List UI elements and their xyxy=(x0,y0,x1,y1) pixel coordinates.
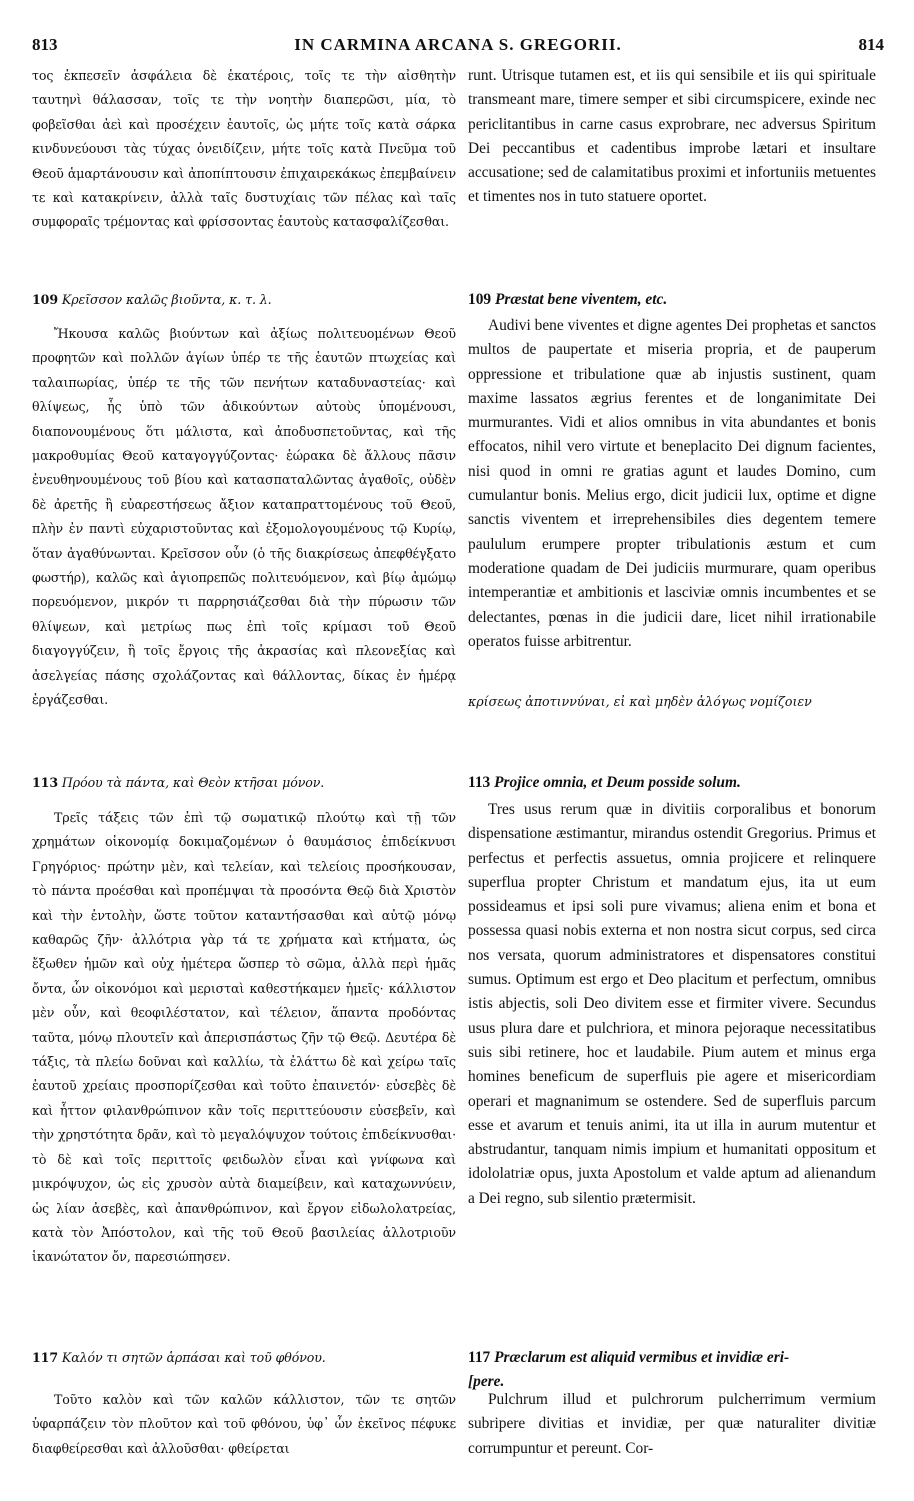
latin-heading-109 xyxy=(468,288,876,312)
greek-heading-113 xyxy=(32,771,456,795)
section-number: 113 xyxy=(32,775,58,790)
running-title: IN CARMINA ARCANA S. GREGORII. xyxy=(294,35,622,54)
section-title: Præclarum est aliquid vermibus et invidiæ eri- xyxy=(494,1349,790,1366)
greek-heading-109 xyxy=(32,288,456,312)
heading-continuation: [pere. xyxy=(468,1373,505,1391)
running-header xyxy=(32,35,884,59)
greek-paragraph-4: Τοῦτο καλὸν καὶ τῶν καλῶν κάλλιστον, τῶν τε σητῶν ὑφαρπάζειν τὸν πλοῦτον καὶ τοῦ φθόνου, ὑφ᾽ ὧν ἐκεῖνος πέφυκε διαφθείρεσθαι καὶ ἀλλοῦσθαι· φθείρεται xyxy=(32,1392,456,1456)
section-title: Projice omnia, et Deum posside solum. xyxy=(494,774,741,791)
section-number: 113 xyxy=(468,774,491,791)
greek-paragraph-3: Τρεῖς τάξεις τῶν ἐπὶ τῷ σωματικῷ πλούτῳ καὶ τῇ τῶν χρημάτων οἰκονομίᾳ δοκιμαζομένων ὁ θαυμάσιος ἐπιδείκνυσι Γρηγόριος· πρώτην μὲν, καὶ τελείαν, καὶ τελείοις προσήκουσαν, τὸ πάντα προέσθαι καὶ προπέμψαι τὰ προσόντα Θεῷ διὰ Χριστὸν καὶ τὴν ἐντολὴν, ὥστε τοῦτον καταντήσασθαι καὶ αὐτῷ μόνῳ καθαρῶς ζῆν· ἀλλότρια γὰρ τά τε χρήματα καὶ κτήματα, ὡς ἔξωθεν ἡμῶν καὶ οὐχ ἡμέτερα ὥσπερ τὸ σῶμα, ἀλλὰ περὶ ἡμᾶς ὄντα, ὧν οἰκονόμοι καὶ μερισταὶ καθεστήκαμεν ἡμεῖς· κάλλιστον μὲν οὖν, καὶ θεοφιλέστατον, καὶ τέλειον, ἅπαντα προδόντας ταῦτα, μόνῳ πλουτεῖν καὶ ἀπερισπάστως ζῆν τῷ Θεῷ. Δευτέρα δὲ τάξις, τὰ πλείω δοῦναι καὶ καλλίω, τὰ ἐλάττω δὲ καὶ χείρω ταῖς ἑαυτοῦ χρείαις προσπορίζεσθαι καὶ τοῦτο ἐπαινετόν· εὐσεβὲς δὲ καὶ ἧττον φιλανθρώπινον κἂν τοῖς περιττεύουσιν εὐσεβεῖν, καὶ τὴν χρηστότητα δρᾶν, καὶ τὸ μεγαλόψυχον τούτοις ἐπιδείκνυσθαι· τὸ δὲ καὶ τοῖς περιττοῖς φειδωλὸν εἶναι καὶ γνίφωνα καὶ μικρόψυχον, ὡς εἰς χρυσὸν αὐτὰ διαμείβειν, καὶ καταχωννύειν, ὡς λίαν ἀσεβὲς, καὶ ἀπανθρώπινον, καὶ ἔργον εἰδωλολατρείας, κατὰ τὸν Ἀπόστολον, καὶ τῆς τοῦ Θεοῦ βασιλείας ἀλλοτριοῦν ἱκανώτατον ὄν, παρεσιώπησεν. xyxy=(32,810,456,1265)
latin-paragraph-3: Tres usus rerum quæ in divitiis corporalibus et bonorum dispensatione æstimantur, mirandus ostendit Gregorius. Primus et perfectus et perfectis assuetus, omnia projicere et relinquere superflua propter Christum et mandatum ejus, ita ut eum possideamus et ipsi soli pure vivamus; aliena enim et bona et possessa quasi nobis externa et non nostra sicut corpus, sed circa nos versata, quorum administratores et dispensatores constitui sumus. Optimum est ergo et Deo placitum et perfectum, omnibus istis abjectis, soli Deo divitem esse et firmiter vivere. Secundus usus plura dare et pulchriora, et minora pejoraque necessitatibus suis sibi retinere, hoc et laudabile. Pium autem et minus erga homines beneficum de superfluis pie agere et misericordiam operari et magnanimum se ostendere. Sed de superfluis parcum esse et avarum et tenuis animi, ita ut illa in aurum mutentur et abstrudantur, tanquam nimis impium et humanitati oppositum et idololatriæ opus, juxta Apostolum et valde aptum ad alienandum a Dei regno, sub silentio prætermisit. xyxy=(468,801,876,1207)
section-title: Πρόου τὰ πάντα, καὶ Θεὸν κτῆσαι μόνον. xyxy=(61,775,325,790)
page-number-left: 813 xyxy=(32,35,58,54)
page-number-right: 814 xyxy=(858,35,884,54)
latin-paragraph-1: runt. Utrisque tutamen est, et iis qui sensibile et iis qui spirituale transmeant mare, timere semper et sibi circumspicere, exinde nec periclitantibus in carne casus exprobrare, nec adversus Spiritum Dei peccantibus et cadentibus improbe lætari et insultare accusatione; sed de calamitatibus proximi et infortuniis metuentes et timentes nos in tuto statuere oportet. xyxy=(468,67,876,206)
section-number: 109 xyxy=(32,292,58,307)
greek-paragraph-1: τος ἐκπεσεῖν ἀσφάλεια δὲ ἑκατέροις, τοῖς τε τὴν αἰσθητὴν ταυτηνὶ θάλασσαν, τοῖς τε τὴν νοητὴν διαπερῶσι, μία, τὸ φοβεῖσθαι ἀεὶ καὶ προσέχειν ἑαυτοῖς, ὡς μήτε τοῖς κατὰ σάρκα κινδυνεύουσι τὰς τύχας ὀνειδίζειν, μήτε τοῖς κατὰ Πνεῦμα τοῦ Θεοῦ ἁμαρτάνουσιν καὶ ἀποπίπτουσιν ἐπιχαιρεκάκως ἐπεμβαίνειν τε καὶ κατακρίνειν, ἀλλὰ ταῖς δυστυχίαις τῶν πέλας καὶ ταῖς συμφοραῖς τρέμοντας καὶ φρίσσοντας ἑαυτοὺς κατασφαλίζεσθαι. xyxy=(32,68,456,230)
latin-heading-113 xyxy=(468,771,876,795)
greek-heading-117 xyxy=(32,1346,456,1370)
section-number: 117 xyxy=(468,1349,491,1366)
section-number: 117 xyxy=(32,1350,58,1365)
section-number: 109 xyxy=(468,291,492,308)
greek-paragraph-2: Ἤκουσα καλῶς βιούντων καὶ ἀξίως πολιτευομένων Θεοῦ προφητῶν καὶ πολλῶν ἁγίων ὑπέρ τε τῆς ἑαυτῶν πτωχείας καὶ ταλαιπωρίας, ὑπέρ τε τῆς τῶν πενήτων καταδυναστείας· καὶ θλίψεως, ἧς ὑπὸ τῶν ἀδικούντων αὐτοὺς ὑπομένουσι, διαπονουμένους ὅτι μάλιστα, καὶ ἀποδυσπετοῦντας, καὶ τῆς μακροθυμίας Θεοῦ καταγογγύζοντας· ἑώρακα δὲ ἄλλους πᾶσιν ἐνευθηνουμένους τοῦ βίου καὶ κατασπαταλῶντας ἀγαθοῖς, οὐδὲν δὲ ἀρετῆς ἢ εὐαρεστήσεως ἄξιον καταπραττομένους τοῦ Θεοῦ, πλὴν ἐν παντὶ εὐχαριστοῦντας καὶ ἐξομολογουμένους τῷ Κυρίῳ, ὅταν ἀγαθύνωνται. Κρεῖσσον οὖν (ὁ τῆς διακρίσεως ἀπεφθέγξατο φωστήρ), καλῶς καὶ ἁγιοπρεπῶς πολιτευόμενον, καὶ βίῳ ἀμώμῳ πορευόμενον, μικρόν τι παρρησιάζεσθαι διὰ τὴν πύρωσιν τῶν θλίψεων, καὶ μετρίως πως ἐπὶ τοῖς κρίμασι τοῦ Θεοῦ διαγογγύζειν, ἢ τοῖς ἔργοις τῆς ἀκρασίας καὶ πλεονεξίας καὶ ἀσελγείας πάσης σχολάζοντας καὶ θάλλοντας, δίκας ἐν ἡμέρᾳ ἐργάζεσθαι. xyxy=(32,326,456,708)
section-title: Κρεῖσσον καλῶς βιοῦντα, κ. τ. λ. xyxy=(61,292,272,307)
latin-paragraph-4: Pulchrum illud et pulchrorum pulcherrimum vermium subripere divitias et invidiæ, per quæ naturaliter divitiæ corrumpuntur et pereunt. Cor- xyxy=(468,1391,876,1457)
section-title: Præstat bene viventem, etc. xyxy=(494,291,668,308)
latin-paragraph-2: Audivi bene viventes et digne agentes Dei prophetas et sanctos multos de paupertate et miseria propria, et de pauperum oppressione et tribulatione quæ ab injustis sustinent, quam maxime lassatos ægrius ferentes et de longanimitate Dei murmurantes. Vidi et alios omnibus in vita abundantes et bonis effocatos, nihil vero virtute et beneplacito Dei dignum facientes, nisi quod in omni re gratias agunt et laudes Domino, cum cumulantur bonis. Melius ergo, dicit judicii lux, optime et digne sanctis viventem et irreprehensibiles dies degentem temere paululum erumpere propter tribulationis æstum et cum moderatione quadam de Dei judiciis murmurare, quam operibus intemperantiæ et ambitionis et lasciviæ omnis incumbentes et se delectantes, pœnas in die judicii dare, licet nihil irrationabile operatos fuisse arbitrentur. xyxy=(468,317,876,650)
section-title: Καλόν τι σητῶν ἁρπάσαι καὶ τοῦ φθόνου. xyxy=(61,1350,326,1365)
greek-overflow-line: κρίσεως ἀποτιννύναι, εἰ καὶ μηδὲν ἀλόγως νομίζοιεν xyxy=(468,694,812,709)
